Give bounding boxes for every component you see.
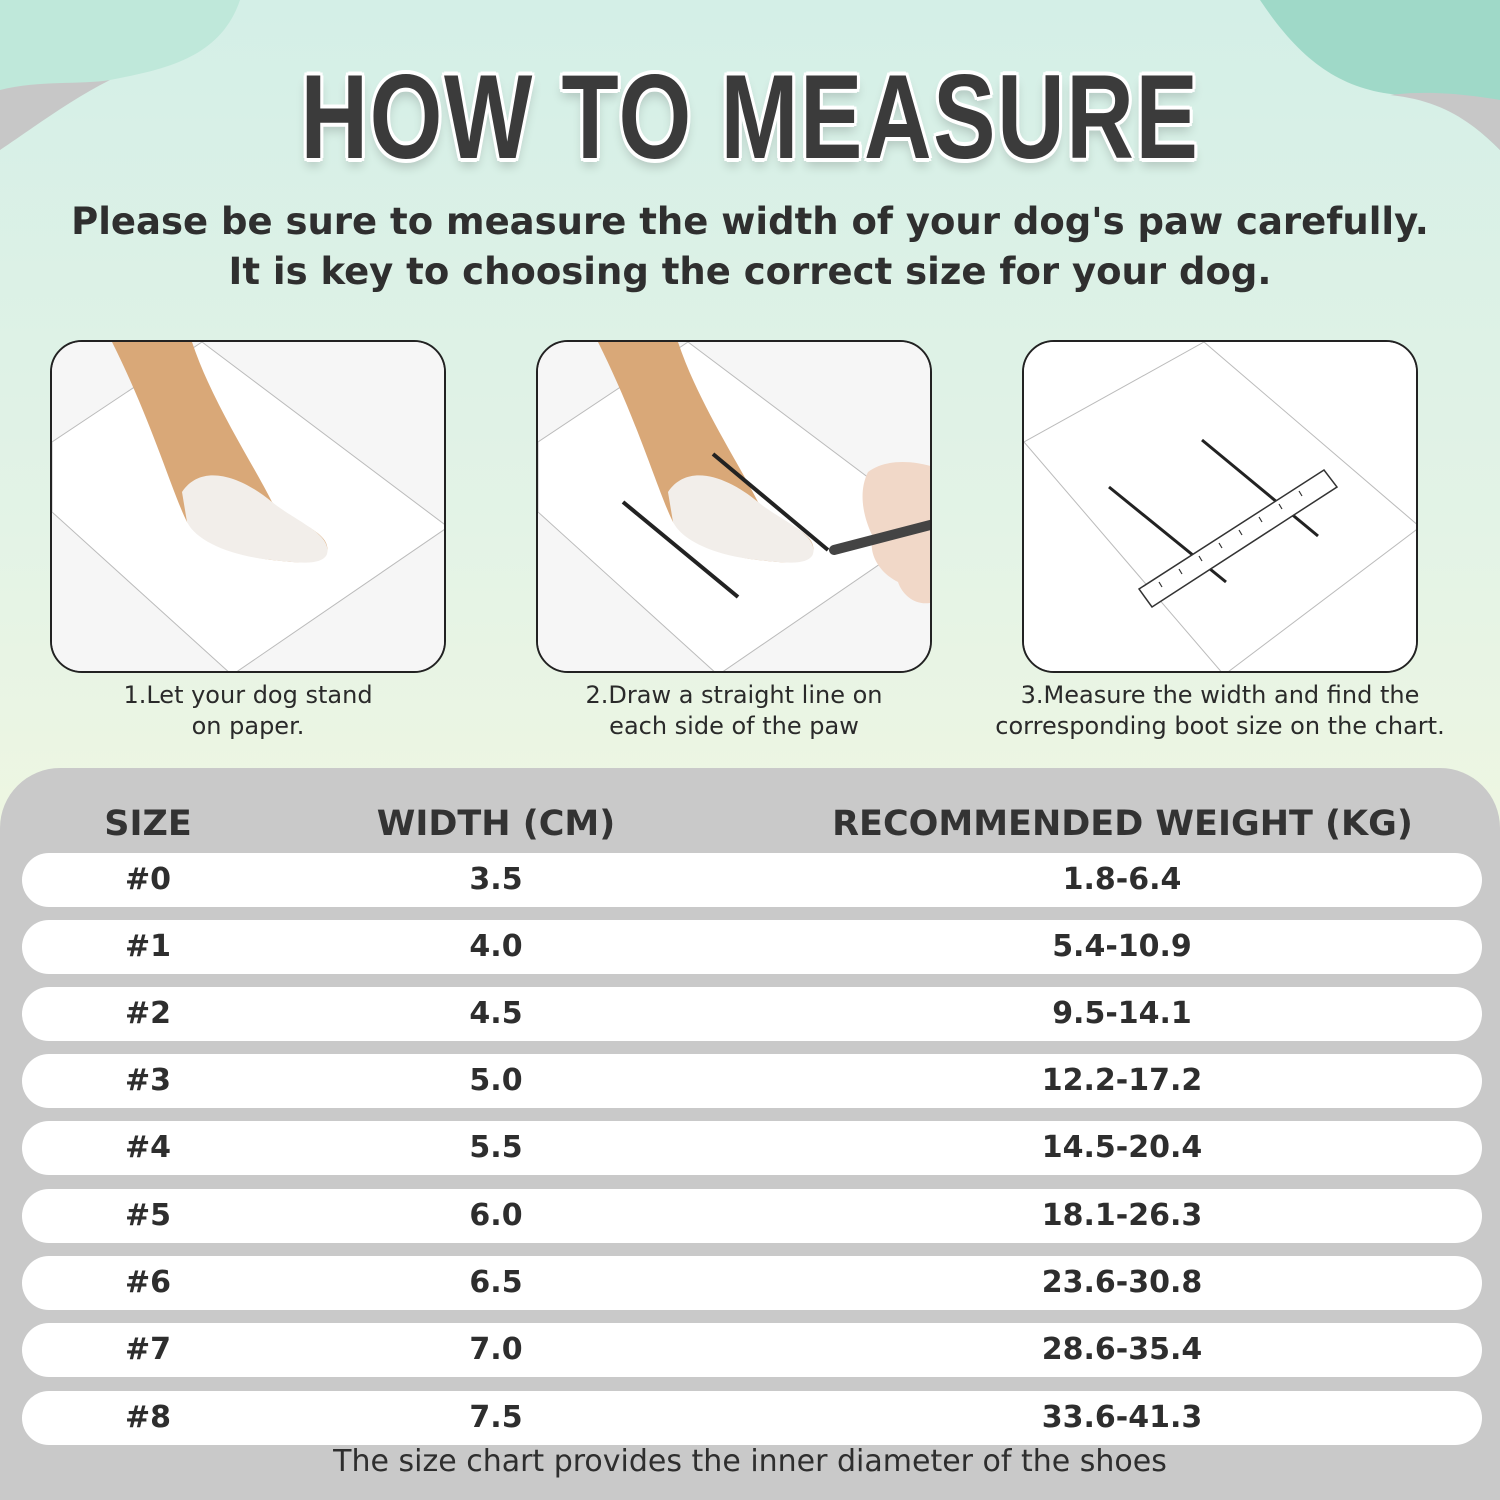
step-1-image	[50, 340, 446, 673]
cell-weight: 12.2-17.2	[1041, 1063, 1203, 1098]
step-2-image	[536, 340, 932, 673]
cell-weight: 33.6-41.3	[1041, 1400, 1203, 1435]
header-weight: RECOMMENDED WEIGHT (KG)	[832, 804, 1413, 844]
header-size: SIZE	[104, 804, 192, 844]
cell-width: 5.0	[469, 1063, 523, 1098]
cell-size: #3	[124, 1063, 171, 1098]
cell-size: #5	[124, 1198, 171, 1233]
cell-weight: 14.5-20.4	[1041, 1130, 1203, 1165]
step-1-caption	[50, 680, 446, 742]
cell-weight: 18.1-26.3	[1041, 1198, 1203, 1233]
table-row	[22, 1256, 1482, 1310]
step-3-image	[1022, 340, 1418, 673]
cell-width: 7.5	[469, 1400, 523, 1435]
cell-weight: 23.6-30.8	[1041, 1265, 1203, 1300]
cell-weight: 5.4-10.9	[1052, 929, 1192, 964]
cell-size: #8	[124, 1400, 171, 1435]
cell-size: #0	[124, 862, 171, 897]
cell-width: 4.5	[469, 996, 523, 1031]
step-3-caption-line-2: corresponding boot size on the chart.	[995, 712, 1445, 740]
step-3-caption	[970, 680, 1470, 742]
cell-size: #7	[124, 1332, 171, 1367]
table-row	[22, 1121, 1482, 1175]
step-2-caption	[536, 680, 932, 742]
step-3-caption-line-1: 3.Measure the width and find the	[1020, 681, 1420, 709]
cell-width: 4.0	[469, 929, 523, 964]
page-title: HOW TO MEASURE	[300, 50, 1200, 184]
table-row	[22, 1323, 1482, 1377]
cell-width: 5.5	[469, 1130, 523, 1165]
step-1-caption-line-2: on paper.	[191, 712, 305, 740]
cell-width: 7.0	[469, 1332, 523, 1367]
step-1-caption-line-1: 1.Let your dog stand	[123, 681, 373, 709]
cell-width: 6.0	[469, 1198, 523, 1233]
table-row	[22, 1189, 1482, 1243]
cell-size: #1	[124, 929, 171, 964]
table-row	[22, 1391, 1482, 1445]
table-row	[22, 987, 1482, 1041]
step-2-caption-line-2: each side of the paw	[609, 712, 859, 740]
subtitle-line-1: Please be sure to measure the width of your dog's paw carefully.	[71, 200, 1429, 243]
header-width: WIDTH (CM)	[376, 804, 616, 844]
table-row	[22, 1054, 1482, 1108]
size-chart-footnote: The size chart provides the inner diameter of the shoes	[333, 1444, 1167, 1479]
subtitle-line-2: It is key to choosing the correct size for your dog.	[228, 250, 1272, 293]
cell-width: 3.5	[469, 862, 523, 897]
table-row	[22, 853, 1482, 907]
cell-size: #6	[124, 1265, 171, 1300]
cell-width: 6.5	[469, 1265, 523, 1300]
cell-weight: 9.5-14.1	[1052, 996, 1192, 1031]
cell-size: #4	[124, 1130, 171, 1165]
cell-weight: 28.6-35.4	[1041, 1332, 1203, 1367]
step-2-caption-line-1: 2.Draw a straight line on	[585, 681, 883, 709]
table-row	[22, 920, 1482, 974]
cell-weight: 1.8-6.4	[1062, 862, 1182, 897]
cell-size: #2	[124, 996, 171, 1031]
